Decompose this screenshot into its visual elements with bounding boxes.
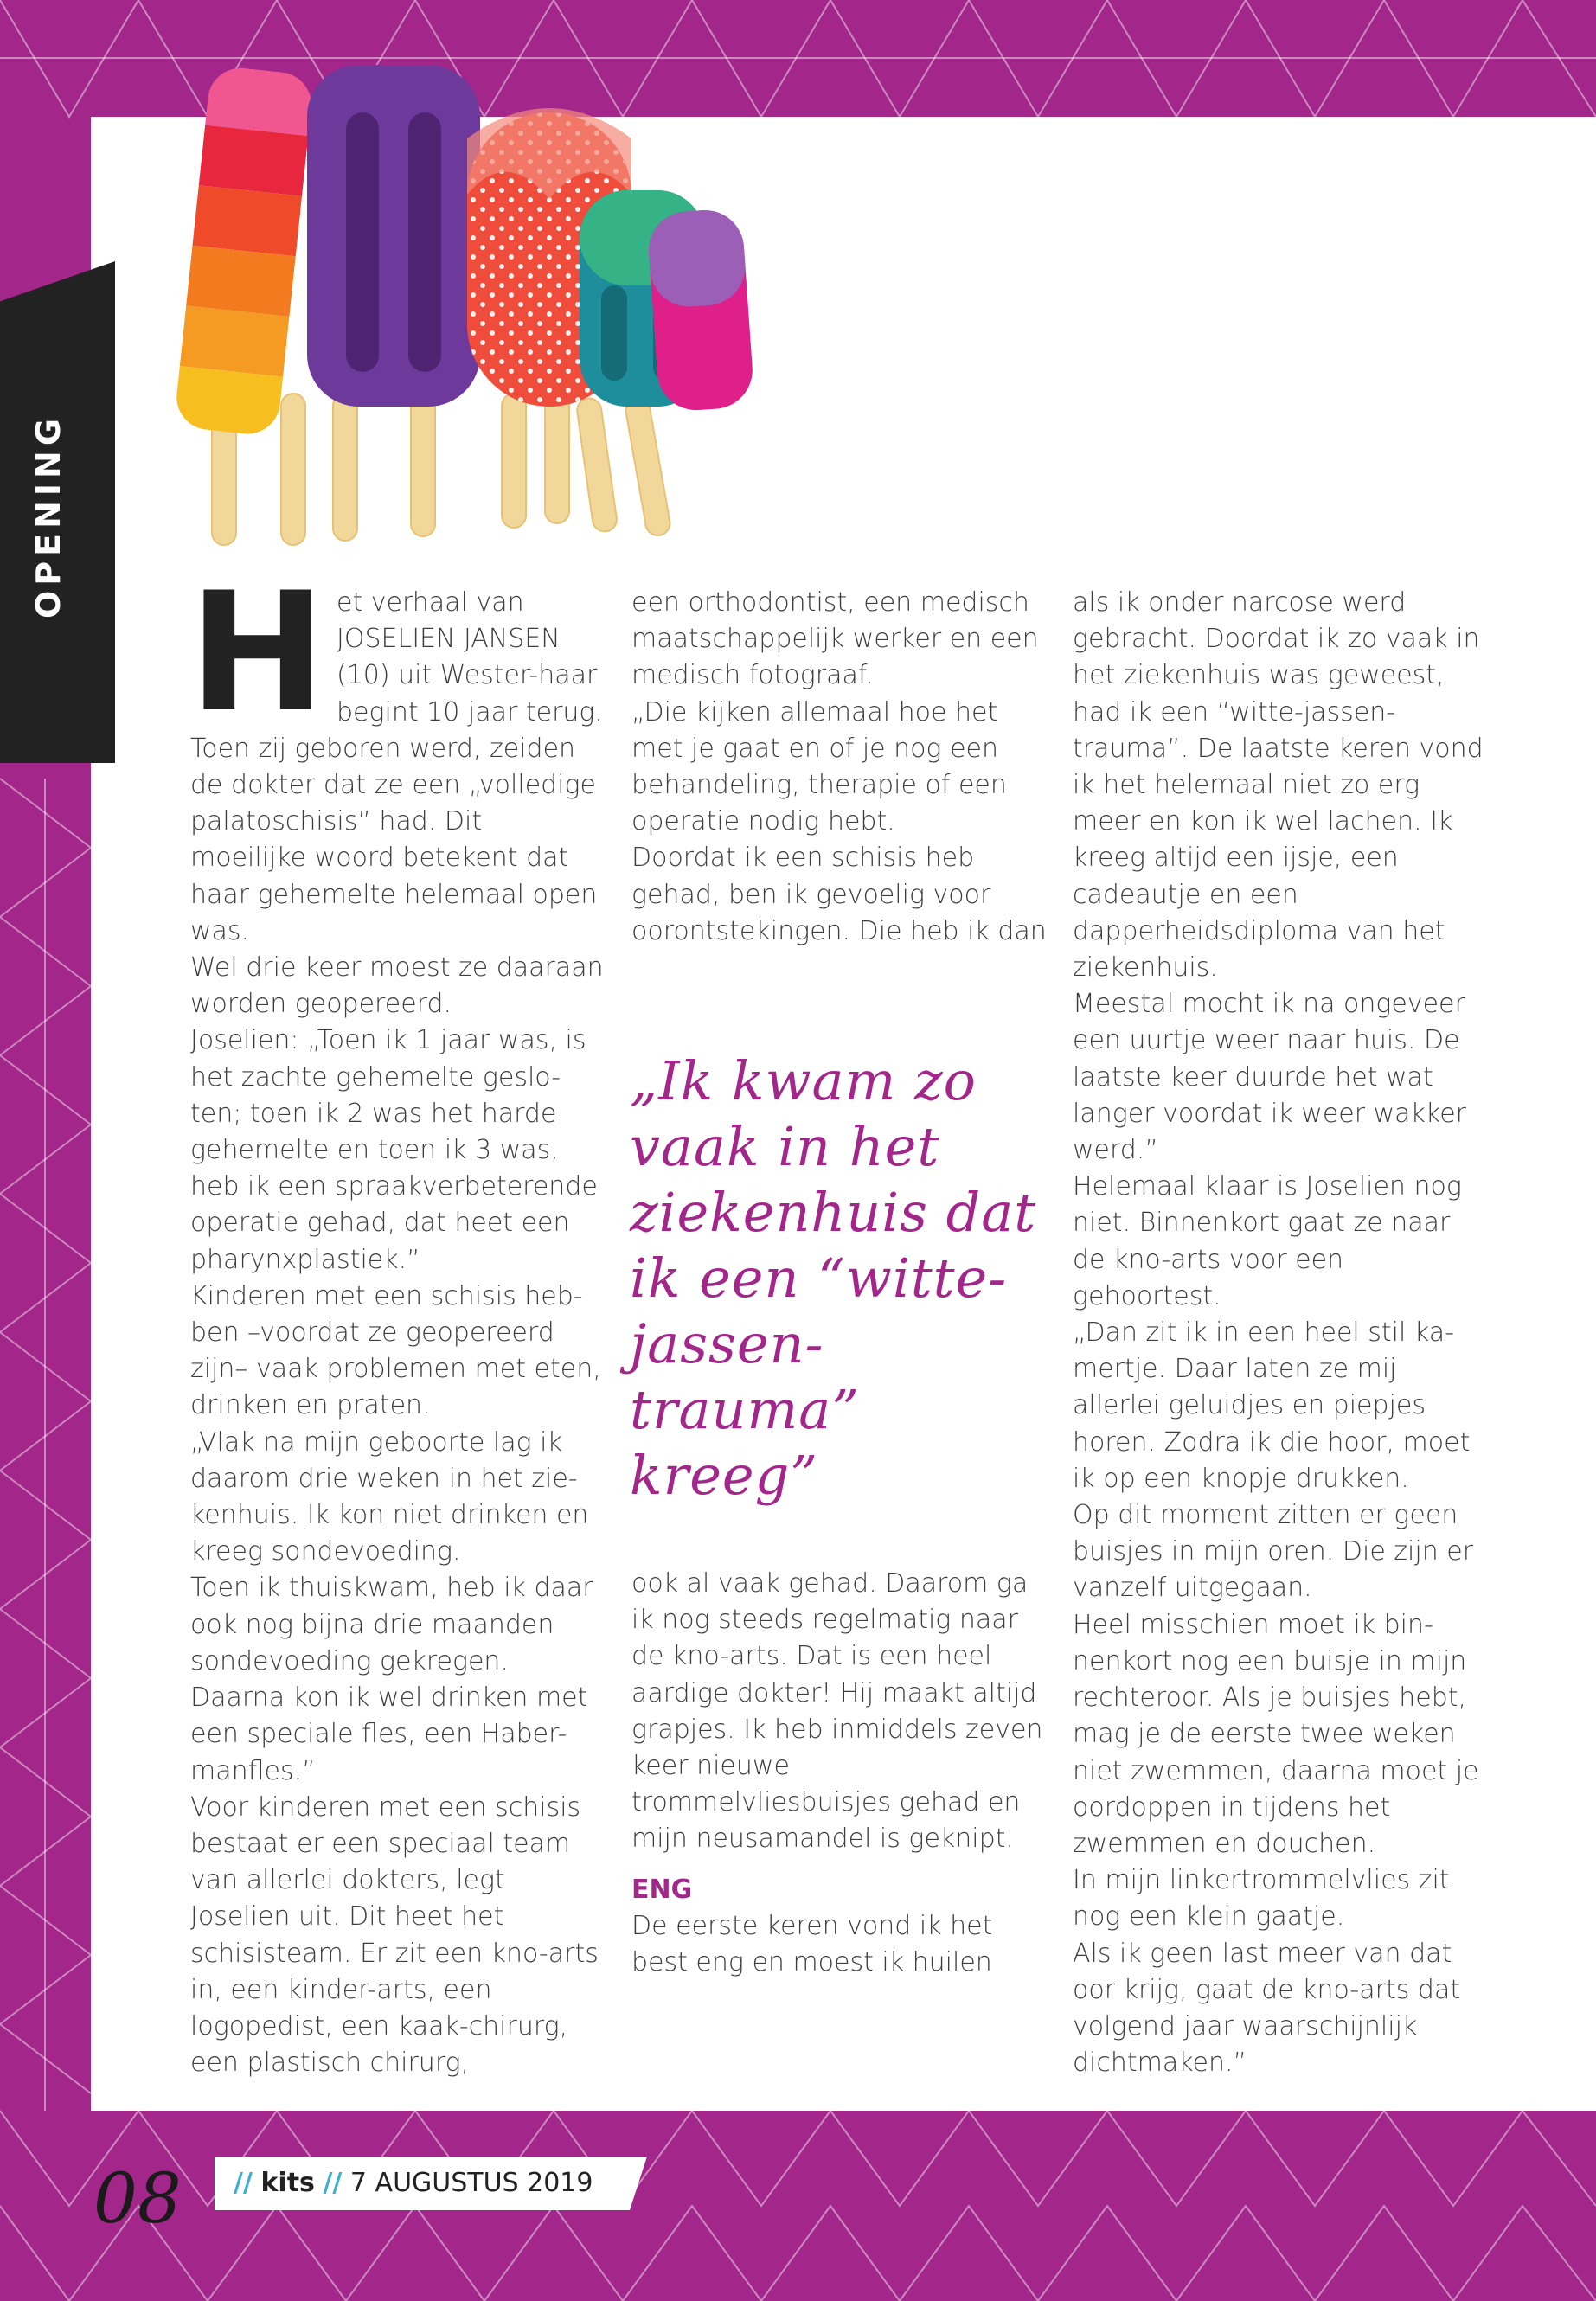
pull-quote: „Ik kwam zo vaak in het ziekenhuis dat ik een “witte-jassen-trauma” kreeg”	[630, 1049, 1037, 1507]
paragraph: „Die kijken allemaal hoe het met je gaat en of je nog een behandeling, therapie of een operatie nodig hebt.	[631, 696, 1007, 837]
column-2-top	[631, 585, 1051, 950]
paragraph: et verhaal van JOSELIEN JANSEN (10) uit Wester-haar begint 10 jaar terug. Toen zij geboren werd, zeiden de dokter dat ze een „volledige palatoschisis” had. Dit moeilijke woord betekent dat haar gehemelte helemaal open was.	[190, 587, 603, 946]
column-3	[1073, 585, 1488, 2081]
paragraph: Daarna kon ik wel drinken met een speciale fles, een Haber-manfles.”	[190, 1682, 588, 1786]
paragraph: ook al vaak gehad. Daarom ga ik nog steeds regelmatig naar de kno-arts. Dat is een heel aardige dokter! Hij maakt altijd grapjes. Ik heb inmiddels zeven keer nieuwe trommelvliesbuisjes gehad en mijn neusamandel is geknipt.	[631, 1568, 1043, 1855]
paragraph: Op dit moment zitten er geen buisjes in mijn oren. Die zijn er vanzelf uitgegaan.	[1073, 1500, 1474, 1604]
paragraph: Kinderen met een schisis heb-ben –voordat ze geopereerd zijn– vaak problemen met eten, drinken en praten.	[190, 1280, 601, 1421]
paragraph: De eerste keren vond ik het best eng en moest ik huilen	[631, 1910, 993, 1978]
popsicles-illustration	[173, 52, 822, 558]
paragraph: Voor kinderen met een schisis bestaat er een speciaal team van allerlei dokters, legt Joselien uit. Dit heet het schisisteam. Er zit een kno-arts in, een kinder-arts, een logopedist, een kaak-chirurg, een plastisch chirurg,	[190, 1791, 599, 2079]
paragraph: als ik onder narcose werd gebracht. Doordat ik zo vaak in het ziekenhuis was geweest, had ik een “witte-jassen-trauma”. De laatste keren vond ik het helemaal niet zo erg meer en kon ik wel lachen. Ik kreeg altijd een ijsje, een cadeautje en een dapperheidsdiploma van het ziekenhuis.	[1073, 587, 1484, 984]
paragraph: „Vlak na mijn geboorte lag ik daarom drie weken in het zie-kenhuis. Ik kon niet drinken en kreeg sondevoeding.	[190, 1426, 589, 1567]
paragraph: Joselien: „Toen ik 1 jaar was, is het zachte gehemelte geslo-ten; toen ik 2 was het harde gehemelte en toen ik 3 was, heb ik een spraakverbeterende operatie gehad, dat heet een pharynxplastiek.”	[190, 1025, 598, 1275]
paragraph: Heel misschien moet ik bin-nenkort nog een buisje in mijn rechteroor. Als je buisjes hebt, mag je de eerste twee weken niet zwemmen, daarna moet je oordoppen in tijdens het zwemmen en douchen.	[1073, 1609, 1479, 1859]
column-1	[189, 557, 606, 2081]
paragraph: „Dan zit ik in een heel stil ka-mertje. Daar laten ze mij allerlei geluidjes en piepjes horen. Zodra ik die hoor, moet ik op een knopje drukken.	[1073, 1317, 1471, 1494]
paragraph: Als ik geen last meer van dat oor krijg, gaat de kno-arts dat volgend jaar waarschijnlijk dichtmaken.”	[1073, 1938, 1461, 2079]
column-2-bottom	[631, 1566, 1051, 1981]
paragraph: Meestal mocht ik na ongeveer een uurtje weer naar huis. De laatste keer duurde het wat langer voordat ik weer wakker werd.”	[1073, 989, 1467, 1166]
paragraph: Helemaal klaar is Joselien nog niet. Binnenkort gaat ze naar de kno-arts voor een gehoortest.	[1073, 1171, 1462, 1311]
paragraph: In mijn linkertrommelvlies zit nog een klein gaatje.	[1073, 1865, 1450, 1932]
footer-slash: //	[234, 2168, 253, 2198]
paragraph: een orthodontist, een medisch maatschappelijk werker en een medisch fotograaf.	[631, 587, 1039, 691]
footer-brand: kits	[260, 2168, 315, 2198]
section-tab-label: OPENING	[29, 413, 67, 619]
page-number: 08	[93, 2158, 182, 2239]
subheading: ENG	[631, 1874, 693, 1905]
footer-date: 7 AUGUSTUS 2019	[349, 2168, 593, 2198]
paragraph: Wel drie keer moest ze daaraan worden geopereerd.	[190, 952, 604, 1020]
paragraph: Doordat ik een schisis heb gehad, ben ik gevoelig voor oorontstekingen. Die heb ik dan	[631, 843, 1047, 946]
footer-slash: //	[323, 2168, 343, 2198]
footer-credit	[234, 2168, 593, 2198]
drop-cap: H	[189, 557, 327, 748]
paragraph: Toen ik thuiskwam, heb ik daar ook nog bijna drie maanden sondevoeding gekregen.	[190, 1573, 593, 1676]
